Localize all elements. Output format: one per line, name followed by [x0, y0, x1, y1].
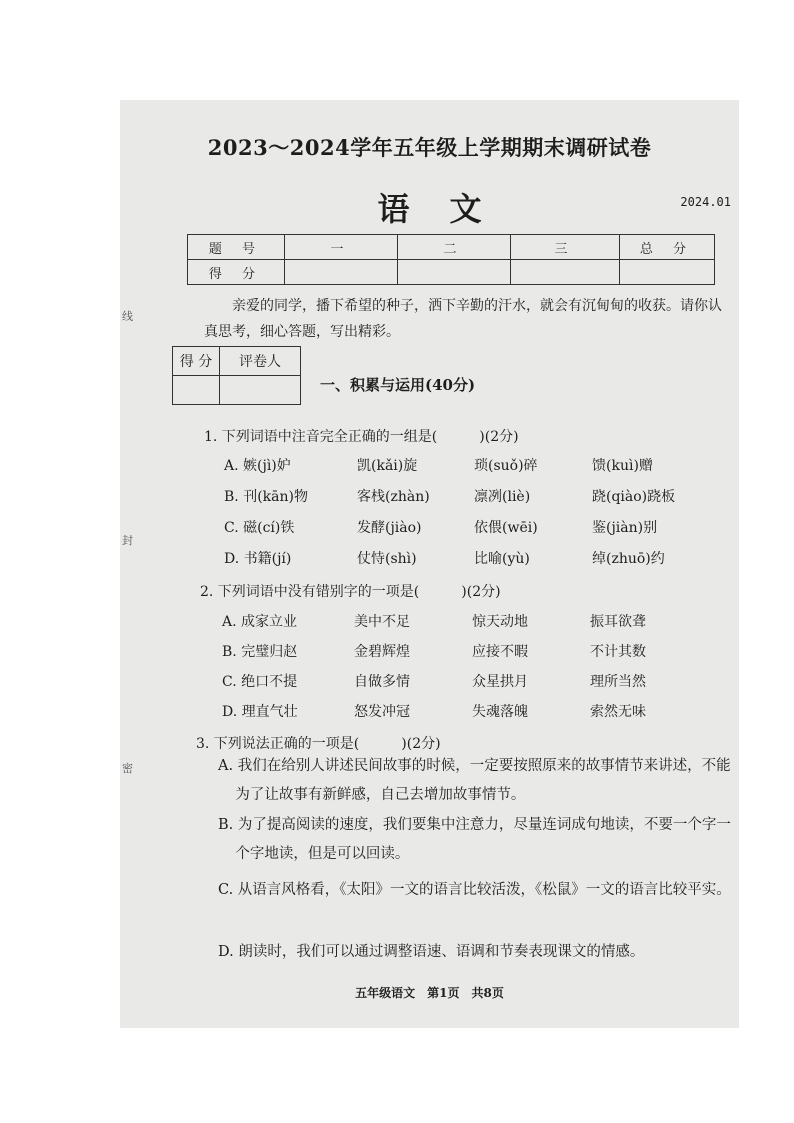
score-cell-total: 总 分 — [620, 235, 715, 260]
grader-table — [172, 346, 301, 405]
option-word: 失魂落魄 — [472, 704, 528, 720]
option-word: A. 成家立业 — [222, 614, 298, 630]
question-2-option-b[interactable] — [120, 641, 739, 665]
exam-title: 2023～2024学年五年级上学期期末调研试卷 — [207, 135, 652, 160]
option-word: 发酵(jiào) — [357, 520, 422, 536]
score-cell-blank[interactable] — [285, 260, 398, 285]
grader-score-header: 得 分 — [173, 347, 220, 376]
score-cell-part1: 一 — [285, 235, 398, 260]
question-3-option-a[interactable]: A. 我们在给别人讲述民间故事的时候，一定要按照原来的故事情节来讲述，不能为了让故事有新鲜感，自己去增加故事情节。 — [218, 758, 731, 803]
option-word: B. 刊(kān)物 — [224, 489, 308, 505]
question-3-option-d[interactable]: D. 朗读时，我们可以通过调整语速、语调和节奏表现课文的情感。 — [218, 944, 645, 960]
option-word: 众星拱月 — [472, 674, 528, 690]
option-word: 索然无味 — [590, 704, 646, 720]
question-2-option-d[interactable] — [120, 701, 739, 725]
option-word: 仗恃(shì) — [357, 551, 417, 567]
option-word: A. 嫉(jì)妒 — [224, 458, 291, 474]
question-1-option-b[interactable] — [120, 486, 739, 510]
option-word: 理所当然 — [590, 674, 646, 690]
option-word: 绰(zhuō)约 — [592, 551, 665, 567]
option-word: 惊天动地 — [472, 614, 528, 630]
section-heading: 一、积累与运用(40分) — [320, 376, 476, 394]
score-cell-label: 题 号 — [188, 235, 285, 260]
question-3-option-c[interactable]: C. 从语言风格看，《太阳》一文的语言比较活泼，《松鼠》一文的语言比较平实。 — [218, 882, 731, 898]
question-2-option-a[interactable] — [120, 611, 739, 635]
score-cell-blank[interactable] — [620, 260, 715, 285]
score-cell-label: 得 分 — [188, 260, 285, 285]
option-word: 客栈(zhàn) — [357, 489, 430, 505]
score-table-score-row — [188, 260, 715, 285]
question-1-option-a[interactable] — [120, 455, 739, 479]
score-cell-blank[interactable] — [398, 260, 511, 285]
question-2-stem: 2. 下列词语中没有错别字的一项是( )(2分) — [200, 584, 501, 600]
question-2-option-c[interactable] — [120, 671, 739, 695]
score-cell-part3: 三 — [511, 235, 620, 260]
option-word: 鉴(jiàn)别 — [592, 520, 658, 536]
option-word: 应接不暇 — [472, 644, 528, 660]
exam-date: 2024.01 — [680, 195, 731, 209]
option-word: D. 理直气壮 — [222, 704, 298, 720]
option-word: 金碧辉煌 — [354, 644, 410, 660]
option-word: 比喻(yù) — [474, 551, 530, 567]
option-word: 怒发冲冠 — [354, 704, 410, 720]
option-word: 自做多情 — [354, 674, 410, 690]
exam-page — [120, 100, 739, 1028]
option-word: D. 书籍(jí) — [224, 551, 292, 567]
question-1-option-d[interactable] — [120, 548, 739, 572]
margin-mark-secret: 密 — [122, 762, 133, 775]
option-word: 美中不足 — [354, 614, 410, 630]
option-word: 依偎(wēi) — [474, 520, 538, 536]
score-cell-part2: 二 — [398, 235, 511, 260]
score-table-header-row — [188, 235, 715, 260]
option-word: C. 绝口不提 — [222, 674, 298, 690]
option-word: 跷(qiào)跷板 — [592, 489, 676, 505]
question-3-stem: 3. 下列说法正确的一项是( )(2分) — [196, 736, 441, 752]
grader-name-header: 评卷人 — [220, 347, 301, 376]
option-word: 琐(suǒ)碎 — [474, 458, 538, 474]
question-1-option-c[interactable] — [120, 517, 739, 541]
grader-name-blank[interactable] — [220, 376, 301, 405]
question-1-stem: 1. 下列词语中注音完全正确的一组是( )(2分) — [204, 429, 519, 445]
margin-mark-seal: 封 — [122, 534, 133, 547]
option-word: 凯(kǎi)旋 — [357, 458, 418, 474]
option-word: 馈(kuì)赠 — [592, 458, 653, 474]
option-word: B. 完璧归赵 — [222, 644, 298, 660]
score-cell-blank[interactable] — [511, 260, 620, 285]
option-word: C. 磁(cí)铁 — [224, 520, 295, 536]
option-word: 凛冽(liè) — [474, 489, 531, 505]
page-footer: 五年级语文 第1页 共8页 — [355, 986, 504, 1000]
exam-subject: 语文 — [377, 190, 522, 228]
margin-mark-line: 线 — [122, 310, 133, 323]
option-word: 振耳欲聋 — [590, 614, 646, 630]
question-3-option-b[interactable]: B. 为了提高阅读的速度，我们要集中注意力，尽量连词成句地读，不要一个字一个字地读，但是可以回读。 — [218, 817, 731, 862]
option-word: 不计其数 — [590, 644, 646, 660]
grader-score-blank[interactable] — [173, 376, 220, 405]
score-table — [187, 234, 715, 285]
intro-text: 亲爱的同学，播下希望的种子，洒下辛勤的汗水，就会有沉甸甸的收获。请你认真思考，细心答题，写出精彩。 — [204, 298, 722, 340]
